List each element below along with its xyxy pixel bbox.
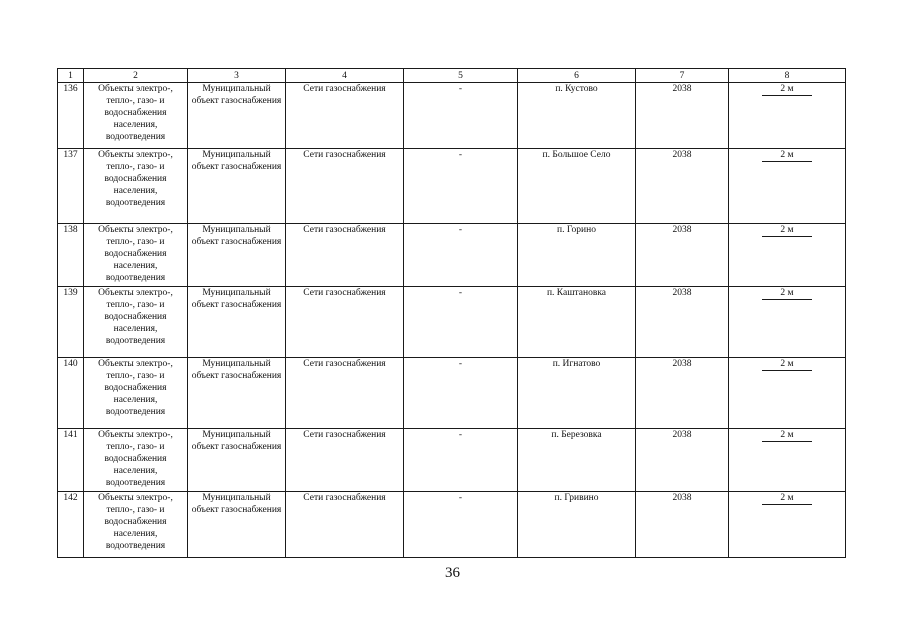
zone-value: 2 м: [762, 493, 811, 505]
year-cell: 2038: [636, 429, 729, 492]
object-type-cell: Объекты электро-, тепло-, газо- и водоснабжения населения, водоотведения: [84, 492, 188, 558]
name-cell: Сети газоснабжения: [286, 83, 404, 149]
col5-cell: -: [404, 287, 518, 358]
table-row: [58, 287, 846, 358]
name-cell: Сети газоснабжения: [286, 149, 404, 224]
object-type-cell: Объекты электро-, тепло-, газо- и водоснабжения населения, водоотведения: [84, 224, 188, 287]
row-number: 142: [58, 492, 84, 558]
col5-cell: -: [404, 429, 518, 492]
purpose-cell: Муниципальный объект газоснабжения: [188, 83, 286, 149]
zone-value: 2 м: [762, 430, 811, 442]
col5-cell: -: [404, 358, 518, 429]
zone-value: 2 м: [762, 150, 811, 162]
row-number: 138: [58, 224, 84, 287]
table-row: [58, 429, 846, 492]
header-col-1: 1: [58, 69, 84, 83]
location-cell: п. Игнатово: [518, 358, 636, 429]
header-col-5: 5: [404, 69, 518, 83]
name-cell: Сети газоснабжения: [286, 429, 404, 492]
location-cell: п. Березовка: [518, 429, 636, 492]
purpose-cell: Муниципальный объект газоснабжения: [188, 224, 286, 287]
name-cell: Сети газоснабжения: [286, 492, 404, 558]
name-cell: Сети газоснабжения: [286, 224, 404, 287]
zone-cell: [729, 224, 846, 287]
zone-cell: [729, 149, 846, 224]
zone-value: 2 м: [762, 288, 811, 300]
object-type-cell: Объекты электро-, тепло-, газо- и водоснабжения населения, водоотведения: [84, 287, 188, 358]
zone-cell: [729, 358, 846, 429]
purpose-cell: Муниципальный объект газоснабжения: [188, 149, 286, 224]
zone-value: 2 м: [762, 84, 811, 96]
table-row: [58, 358, 846, 429]
year-cell: 2038: [636, 224, 729, 287]
col5-cell: -: [404, 224, 518, 287]
year-cell: 2038: [636, 149, 729, 224]
zone-value: 2 м: [762, 359, 811, 371]
purpose-cell: Муниципальный объект газоснабжения: [188, 492, 286, 558]
row-number: 137: [58, 149, 84, 224]
row-number: 136: [58, 83, 84, 149]
location-cell: п. Кустово: [518, 83, 636, 149]
purpose-cell: Муниципальный объект газоснабжения: [188, 287, 286, 358]
zone-cell: [729, 287, 846, 358]
object-type-cell: Объекты электро-, тепло-, газо- и водоснабжения населения, водоотведения: [84, 429, 188, 492]
table-row: [58, 492, 846, 558]
zone-cell: [729, 429, 846, 492]
year-cell: 2038: [636, 492, 729, 558]
purpose-cell: Муниципальный объект газоснабжения: [188, 429, 286, 492]
row-number: 139: [58, 287, 84, 358]
page-number: 36: [445, 565, 460, 581]
table-row: [58, 83, 846, 149]
zone-cell: [729, 492, 846, 558]
header-col-6: 6: [518, 69, 636, 83]
table-row: [58, 149, 846, 224]
table-header-row: [58, 69, 846, 83]
col5-cell: -: [404, 492, 518, 558]
name-cell: Сети газоснабжения: [286, 287, 404, 358]
objects-table: [57, 68, 846, 558]
object-type-cell: Объекты электро-, тепло-, газо- и водоснабжения населения, водоотведения: [84, 83, 188, 149]
row-number: 140: [58, 358, 84, 429]
location-cell: п. Горино: [518, 224, 636, 287]
header-col-3: 3: [188, 69, 286, 83]
year-cell: 2038: [636, 287, 729, 358]
col5-cell: -: [404, 83, 518, 149]
zone-value: 2 м: [762, 225, 811, 237]
object-type-cell: Объекты электро-, тепло-, газо- и водоснабжения населения, водоотведения: [84, 358, 188, 429]
object-type-cell: Объекты электро-, тепло-, газо- и водоснабжения населения, водоотведения: [84, 149, 188, 224]
location-cell: п. Гривино: [518, 492, 636, 558]
header-col-7: 7: [636, 69, 729, 83]
header-col-4: 4: [286, 69, 404, 83]
zone-cell: [729, 83, 846, 149]
table-row: [58, 224, 846, 287]
location-cell: п. Каштановка: [518, 287, 636, 358]
name-cell: Сети газоснабжения: [286, 358, 404, 429]
year-cell: 2038: [636, 358, 729, 429]
row-number: 141: [58, 429, 84, 492]
header-col-2: 2: [84, 69, 188, 83]
year-cell: 2038: [636, 83, 729, 149]
location-cell: п. Большое Село: [518, 149, 636, 224]
purpose-cell: Муниципальный объект газоснабжения: [188, 358, 286, 429]
col5-cell: -: [404, 149, 518, 224]
header-col-8: 8: [729, 69, 846, 83]
